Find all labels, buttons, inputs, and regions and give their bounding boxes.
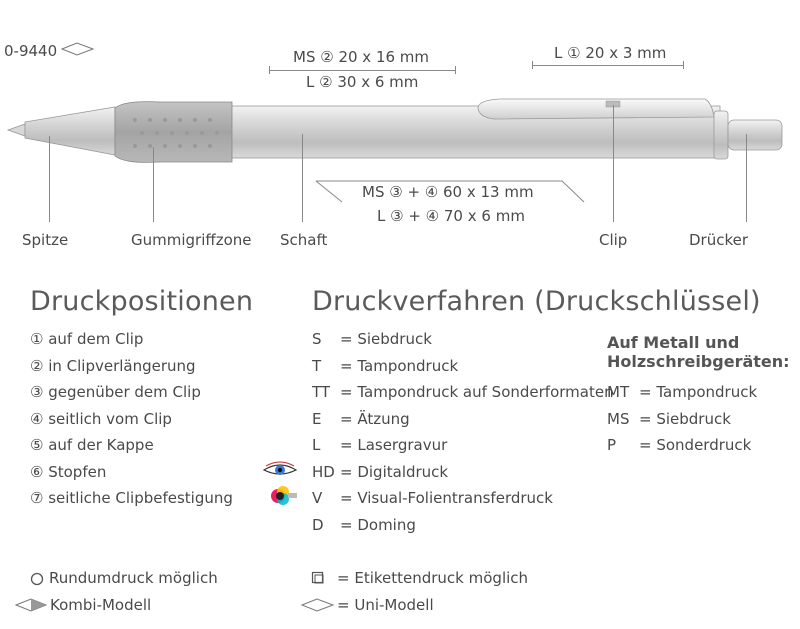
dim-tick <box>532 61 533 69</box>
method-item <box>312 411 410 428</box>
method-code: L <box>312 436 321 454</box>
method-item <box>312 464 448 481</box>
method-code: E <box>312 410 322 428</box>
position-item: ② in Clipverlängerung <box>30 357 196 375</box>
metal-label: = Siebdruck <box>639 410 731 428</box>
method-label: = Digitaldruck <box>340 463 449 481</box>
callout-line-druecker <box>746 134 747 222</box>
kombi-diamond-icon <box>14 597 48 613</box>
positions-title: Druckpositionen <box>30 286 254 317</box>
method-item <box>312 384 614 401</box>
method-code: T <box>312 357 322 375</box>
position-item: ⑥ Stopfen <box>30 463 107 481</box>
callout-line-spitze <box>49 136 50 222</box>
eye-icon <box>262 461 298 479</box>
callout-line-gummi <box>153 147 154 222</box>
method-label: = Lasergravur <box>340 436 448 454</box>
label-square-icon <box>311 571 325 585</box>
dim-l2: L ② 30 x 6 mm <box>306 73 419 91</box>
method-item <box>312 490 553 507</box>
legend-uni: = Uni-Modell <box>337 596 434 614</box>
uni-diamond-icon <box>300 597 336 613</box>
dim-line-ms2 <box>269 70 455 71</box>
dim-line-l1 <box>532 65 683 66</box>
circle-outline-icon <box>30 572 44 586</box>
position-item: ③ gegenüber dem Clip <box>30 383 201 401</box>
legend-rundum: Rundumdruck möglich <box>49 569 218 587</box>
dim-ms34: MS ③ + ④ 60 x 13 mm <box>362 183 534 201</box>
position-item: ① auf dem Clip <box>30 330 144 348</box>
method-label: = Tampondruck <box>340 357 459 375</box>
callout-line-schaft <box>302 134 303 222</box>
method-label: = Tampondruck auf Sonderformaten <box>340 383 614 401</box>
metal-label: = Sonderdruck <box>639 436 752 454</box>
metal-item <box>607 384 757 401</box>
dim-tick <box>455 66 456 74</box>
legend-etikett: = Etikettendruck möglich <box>337 569 529 587</box>
position-item: ⑦ seitliche Clipbefestigung <box>30 489 233 507</box>
metal-code: P <box>607 436 617 454</box>
method-item <box>312 358 458 375</box>
metal-label: = Tampondruck <box>639 383 758 401</box>
metal-item <box>607 411 731 428</box>
metal-item <box>607 437 751 454</box>
methods-title: Druckverfahren (Druckschlüssel) <box>312 286 761 317</box>
dim-ms2: MS ② 20 x 16 mm <box>293 48 430 66</box>
method-label: = Ätzung <box>340 410 410 428</box>
part-druecker: Drücker <box>689 231 749 249</box>
callout-line-clip <box>613 105 614 222</box>
method-code: S <box>312 330 322 348</box>
method-code: V <box>312 489 323 507</box>
method-label: = Siebdruck <box>340 330 432 348</box>
article-number: 0-9440 <box>4 42 58 60</box>
method-label: = Visual-Folientransferdruck <box>340 489 553 507</box>
metal-title-line2: Holzschreibgeräten: <box>607 352 790 371</box>
visual-transfer-icon <box>270 484 298 508</box>
method-item <box>312 517 416 534</box>
position-item: ⑤ auf der Kappe <box>30 436 154 454</box>
metal-code: MS <box>607 410 630 428</box>
dim-tick <box>683 61 684 69</box>
part-gummigriffzone: Gummigriffzone <box>131 231 252 249</box>
method-code: TT <box>312 383 331 401</box>
part-clip: Clip <box>599 231 628 249</box>
method-item <box>312 331 432 348</box>
metal-code: MT <box>607 383 630 401</box>
legend-kombi: Kombi-Modell <box>50 596 152 614</box>
method-item <box>312 437 447 454</box>
uni-model-diamond-icon <box>60 41 96 57</box>
method-code: HD <box>312 463 335 481</box>
part-schaft: Schaft <box>280 231 328 249</box>
part-spitze: Spitze <box>22 231 69 249</box>
method-code: D <box>312 516 324 534</box>
method-label: = Doming <box>340 516 416 534</box>
dim-l1: L ① 20 x 3 mm <box>554 44 667 62</box>
position-item: ④ seitlich vom Clip <box>30 410 172 428</box>
dim-tick <box>269 66 270 74</box>
dim-l34: L ③ + ④ 70 x 6 mm <box>377 207 525 225</box>
metal-title-line1: Auf Metall und <box>607 333 740 352</box>
